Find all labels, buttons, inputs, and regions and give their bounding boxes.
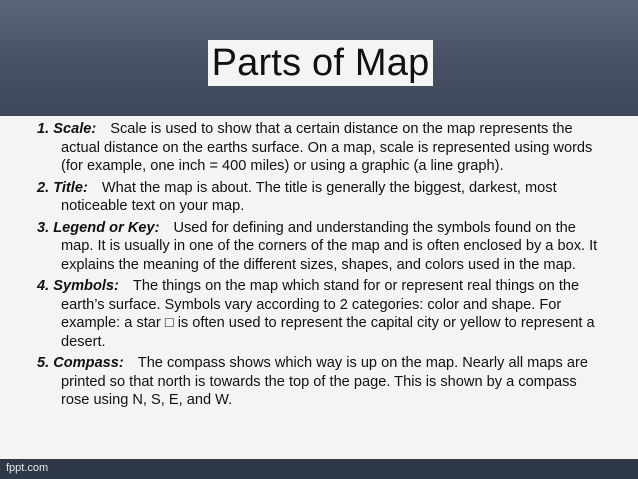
title-label: 2. Title: — [37, 179, 88, 196]
symbols-label: 4. Symbols: — [37, 278, 119, 294]
legend-text: Used for defining and understanding the symbols found on the map. It is usually in one of the corners of the map and is often enclosed by a box. It explains the meaning of the different sizes, shapes, and colors used in the map. — [61, 219, 598, 273]
scale-text: Scale is used to show that a certain distance on the map represents the actual distance on the earths surface. On a map, scale is represented using words (for example, one inch = 400 miles) or using a graphic (a line graph). — [61, 121, 593, 174]
compass-text: The compass shows which way is up on the map. Nearly all maps are printed so that north is towards the top of the page. This is shown by a compass rose using N, S, E, and W. — [61, 355, 588, 408]
legend-item — [37, 219, 603, 275]
compass-item — [37, 354, 603, 410]
title-def-text: What the map is about. The title is generally the biggest, darkest, most noticeable text on your map. — [61, 179, 557, 214]
scale-label: 1. Scale: — [37, 121, 97, 137]
scale-item — [37, 120, 603, 176]
content-panel — [0, 116, 638, 459]
footer-brand: fppt.com — [6, 462, 49, 474]
title-item — [37, 179, 603, 216]
footer-bar — [0, 459, 638, 479]
slide-title: Parts of Map — [211, 41, 430, 84]
symbols-text: The things on the map which stand for or represent real things on the earth’s surface. Symbols vary according to 2 categories: color and shape. For example: a star □ is often used to represent the capital city or yellow to represent a desert. — [61, 278, 595, 350]
title-box — [208, 40, 433, 86]
symbols-item — [37, 277, 603, 351]
definition-list — [37, 120, 603, 413]
compass-label: 5. Compass: — [37, 355, 124, 371]
legend-label: 3. Legend or Key: — [37, 219, 160, 236]
